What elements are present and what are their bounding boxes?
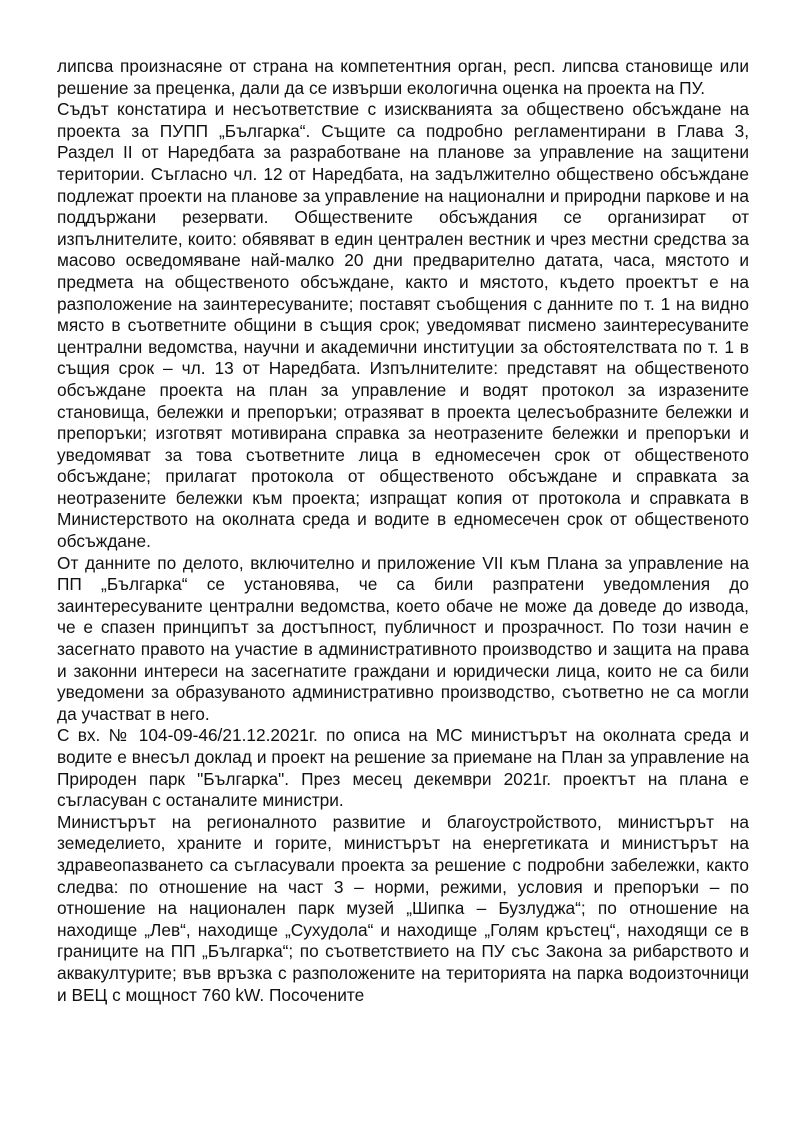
document-page — [57, 56, 749, 1006]
paragraph: От данните по делото, включително и приложение VII към Плана за управление на ПП „Българка“ се установява, че са били разпратени уведомления до заинтересуваните централни ведомства, което обаче не може да доведе до извода, че е спазен принципът за достъпност, публичност и прозрачност. По този начин е засегнато правото на участие в административното производство и защита на права и законни интереси на засегнатите граждани и юридически лица, които не са били уведомени за образуваното административно производство, съответно не са могли да участват в него. — [57, 552, 749, 724]
paragraph: С вх. № 104-09-46/21.12.2021г. по описа на МС министърът на околната среда и водите е внесъл доклад и проект на решение за приемане на План за управление на Природен парк "Българка". През месец декември 2021г. проектът на плана е съгласуван с останалите министри. — [57, 725, 749, 811]
paragraph: Съдът констатира и несъответствие с изискванията за обществено обсъждане на проекта за ПУПП „Българка“. Същите са подробно регламентирани в Глава 3, Раздел II от Наредбата за разработване на планове за управление на защитени територии. Съгласно чл. 12 от Наредбата, на задължително обществено обсъждане подлежат проекти на планове за управление на национални и природни паркове и на поддържани резервати. Обществените обсъждания се организират от изпълнителите, които: обявяват в един централен вестник и чрез местни средства за масово осведомяване най-малко 20 дни предварително датата, часа, мястото и предмета на общественото обсъждане, както и мястото, където проектът е на разположение на заинтересуваните; поставят съобщения с данните по т. 1 на видно място в съответните общини в същия срок; уведомяват писмено заинтересуваните централни ведомства, научни и академични институции за обстоятелствата по т. 1 в същия срок – чл. 13 от Наредбата. Изпълнителите: представят на общественото обсъждане проекта на план за управление и водят протокол за изразените становища, бележки и препоръки; отразяват в проекта целесъобразните бележки и препоръки; изготвят мотивирана справка за неотразените бележки и препоръки и уведомяват за това съответните лица в едномесечен срок от общественото обсъждане; прилагат протокола от общественото обсъждане и справката за неотразените бележки към проекта; изпращат копия от протокола и справката в Министерството на околната среда и водите в едномесечен срок от общественото обсъждане. — [57, 99, 749, 552]
paragraph: липсва произнасяне от страна на компетентния орган, респ. липсва становище или решение за преценка, дали да се извърши екологична оценка на проекта на ПУ. — [57, 56, 749, 98]
paragraph: Министърът на регионалното развитие и благоустройството, министърът на земеделието, храните и горите, министърът на енергетиката и министърът на здравеопазването са съгласували проекта за решение с подробни забележки, както следва: по отношение на част 3 – норми, режими, условия и препоръки – по отношение на национален парк музей „Шипка – Бузлуджа“; по отношение на находище „Лев“, находище „Сухудола“ и находище „Голям кръстец“, находящи се в границите на ПП „Българка“; по съответствието на ПУ със Закона за рибарството и аквакултурите; във връзка с разположените на територията на парка водоизточници и ВЕЦ с мощност 760 kW. Посочените — [57, 811, 749, 1005]
